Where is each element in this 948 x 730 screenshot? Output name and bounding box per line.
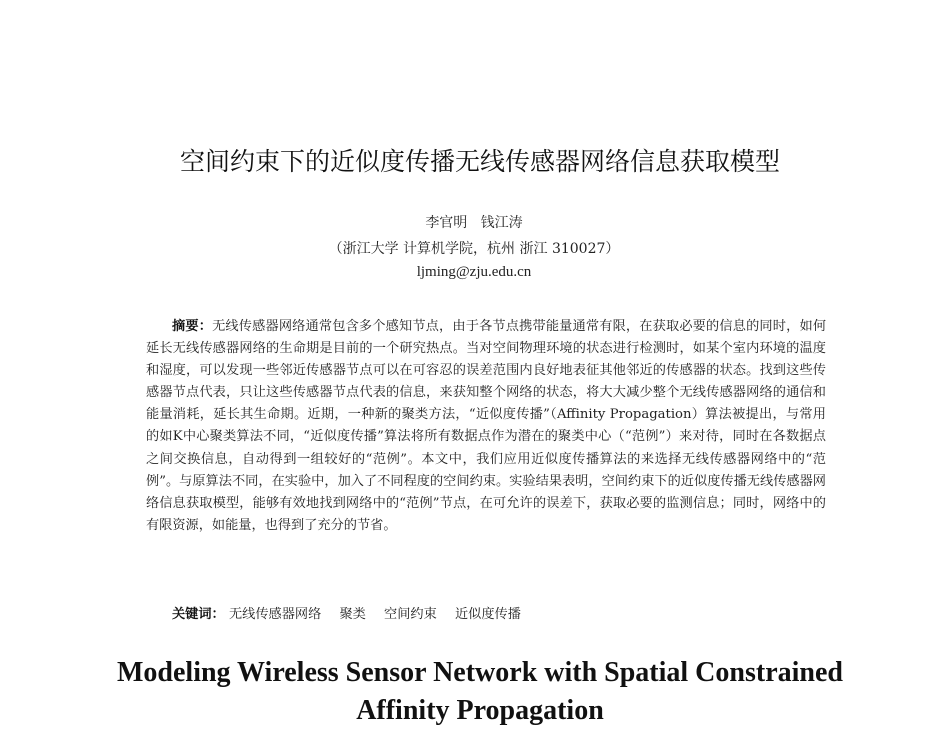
author-email: ljming@zju.edu.cn (416, 264, 532, 280)
keyword: 近似度传播 (455, 607, 521, 622)
paper-title-chinese: 空间约束下的近似度传播无线传感器网络信息获取模型 (179, 147, 780, 176)
affiliation: （浙江大学 计算机学院，杭州 浙江 310027） (328, 241, 620, 257)
keywords-label: 关键词： (172, 607, 225, 622)
keyword: 空间约束 (384, 607, 437, 622)
abstract-text: 无线传感器网络通常包含多个感知节点，由于各节点携带能量通常有限，在获取必要的信息的同时，如何延长无线传感器网络的生命期是目前的一个研究热点。当对空间物理环境的状态进行检测时，如某个室内环境的温度和湿度，可以发现一些邻近传感器节点可以在可容忍的误差范围内良好地表征其他邻近的传感器的状态。找到这些传感器节点代表，只让这些传感器节点代表的信息，来获知整个网络的状态，将大大减少整个无线传感器网络的通信和能量消耗，延长其生命期。近期，一种新的聚类方法，“近似度传播”（Affinity Propagation）算法被提出，与常用的如K中心聚类算法不同，“近似度传播”算法将所有数据点作为潜在的聚类中心（“范例”）来对待，同时在各数据点之间交换信息，自动得到一组较好的“范例”。本文中，我们应用近似度传播算法的来选择无线传感器网络中的“范例”。与原算法不同，在实验中，加入了不同程度的空间约束。实验结果表明，空间约束下的近似度传播无线传感器网络信息获取模型，能够有效地找到网络中的“范例”节点，在可允许的误差下，获取必要的监测信息；同时，网络中的有限资源，如能量，也得到了充分的节省。 (146, 319, 827, 533)
keyword: 聚类 (339, 607, 366, 622)
keywords (172, 603, 832, 622)
authors: 李官明 钱江涛 (425, 215, 523, 231)
abstract-label: 摘要： (172, 319, 213, 334)
paper-title-english: Modeling Wireless Sensor Network with Spatial Constrained Affinity Propagation (117, 657, 843, 726)
abstract (146, 316, 826, 537)
keyword: 无线传感器网络 (228, 607, 322, 622)
